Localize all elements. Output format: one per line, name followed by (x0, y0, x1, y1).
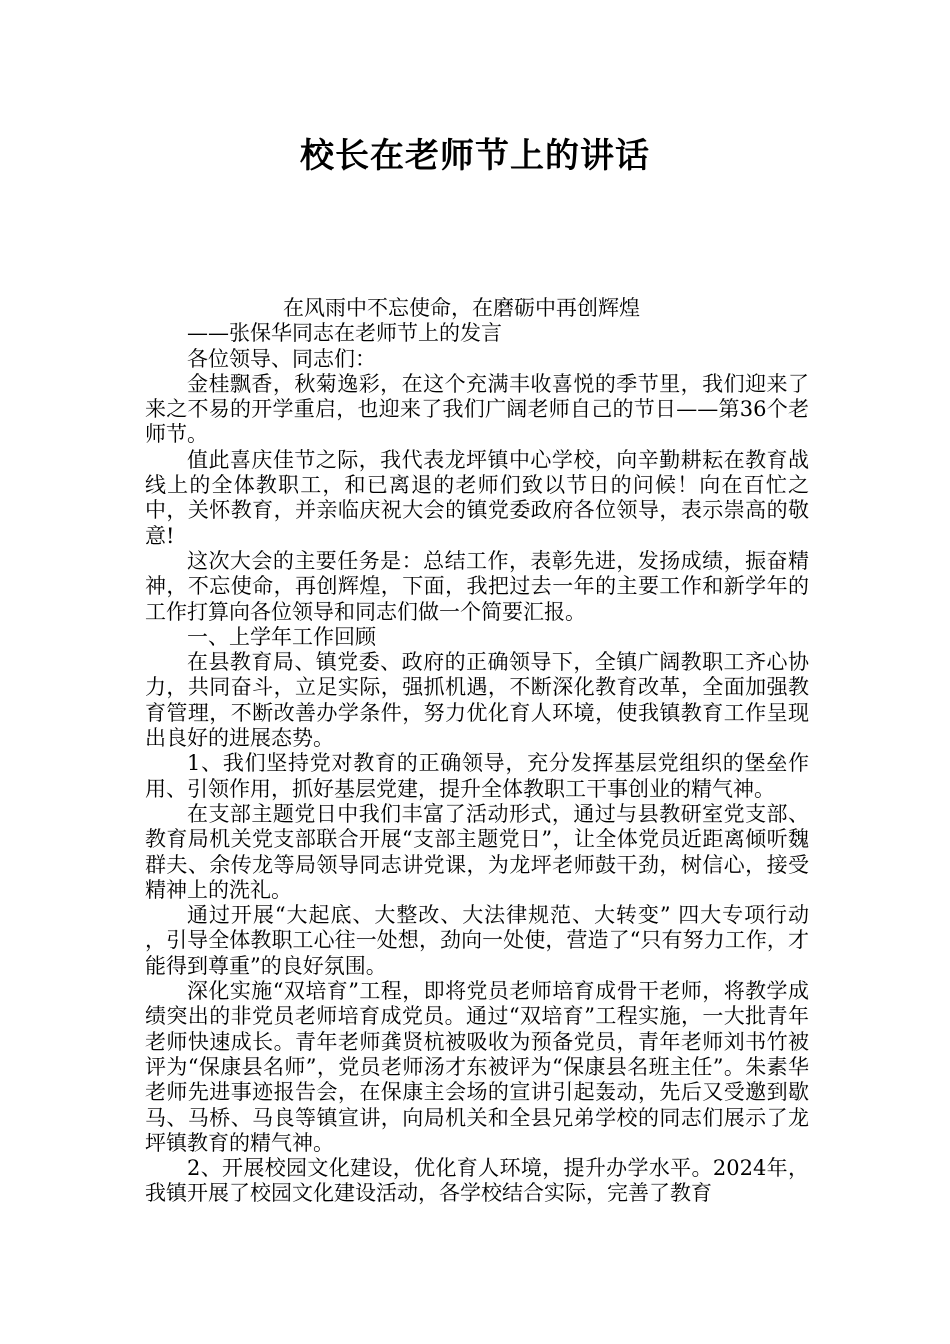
paragraph: 金桂飘香，秋菊逸彩，在这个充满丰收喜悦的季节里，我们迎来了来之不易的开学重启，也迎来了我们广阔老师自己的节日——第36个老师节。 (145, 371, 809, 447)
speech-subtitle: 在风雨中不忘使命，在磨砺中再创辉煌 (283, 296, 640, 320)
section-heading: 一、上学年工作回顾 (187, 624, 376, 649)
speech-body (145, 296, 809, 1207)
paragraph: 深化实施“双培育”工程，即将党员老师培育成骨干老师，将教学成绩突出的非党员老师培育成党员。通过“双培育”工程实施，一大批青年老师快速成长。青年老师龚贤杭被吸收为预备党员，青年老师刘书竹被评为“保康县名师”，党员老师汤才东被评为“保康县名班主任”。朱素华老师先进事迹报告会，在保康主会场的宣讲引起轰动，先后又受邀到歇马、马桥、马良等镇宣讲，向局机关和全县兄弟学校的同志们展示了龙坪镇教育的精气神。 (145, 979, 809, 1155)
speech-salutation: 各位领导、同志们： (187, 346, 376, 371)
paragraph: 2、开展校园文化建设，优化育人环境，提升办学水平。2024年，我镇开展了校园文化建设活动，各学校结合实际，完善了教育 (145, 1156, 809, 1206)
paragraph: 值此喜庆佳节之际，我代表龙坪镇中心学校，向辛勤耕耘在教育战线上的全体教职工，和已离退的老师们致以节日的问候！向在百忙之中，关怀教育，并亲临庆祝大会的镇党委政府各位领导，表示崇高的敬意! (145, 447, 809, 548)
paragraph: 这次大会的主要任务是：总结工作，表彰先进，发扬成绩，振奋精神，不忘使命，再创辉煌，下面，我把过去一年的主要工作和新学年的工作打算向各位领导和同志们做一个简要汇报。 (145, 548, 809, 624)
speech-byline: ——张保华同志在老师节上的发言 (187, 321, 502, 346)
paragraph: 1、我们坚持党对教育的正确领导，充分发挥基层党组织的堡垒作用、引领作用，抓好基层党建，提升全体教职工干事创业的精气神。 (145, 751, 809, 801)
paragraph: 通过开展“大起底、大整改、大法律规范、大转变” 四大专项行动 ，引导全体教职工心往一处想，劲向一处使，营造了“只有努力工作，才能得到尊重”的良好氛围。 (145, 903, 809, 978)
document-title: 校长在老师节上的讲话 (300, 136, 650, 176)
paragraph: 在县教育局、镇党委、政府的正确领导下，全镇广阔教职工齐心协力，共同奋斗，立足实际，强抓机遇，不断深化教育改革，全面加强教育管理，不断改善办学条件，努力优化育人环境，使我镇教育工作呈现出良好的进展态势。 (145, 650, 809, 751)
paragraph: 在支部主题党日中我们丰富了活动形式，通过与县教研室党支部、教育局机关党支部联合开展“支部主题党日”，让全体党员近距离倾听魏群夫、余传龙等局领导同志讲党课，为龙坪老师鼓干劲，树信心，接受精神上的洗礼。 (145, 801, 809, 902)
